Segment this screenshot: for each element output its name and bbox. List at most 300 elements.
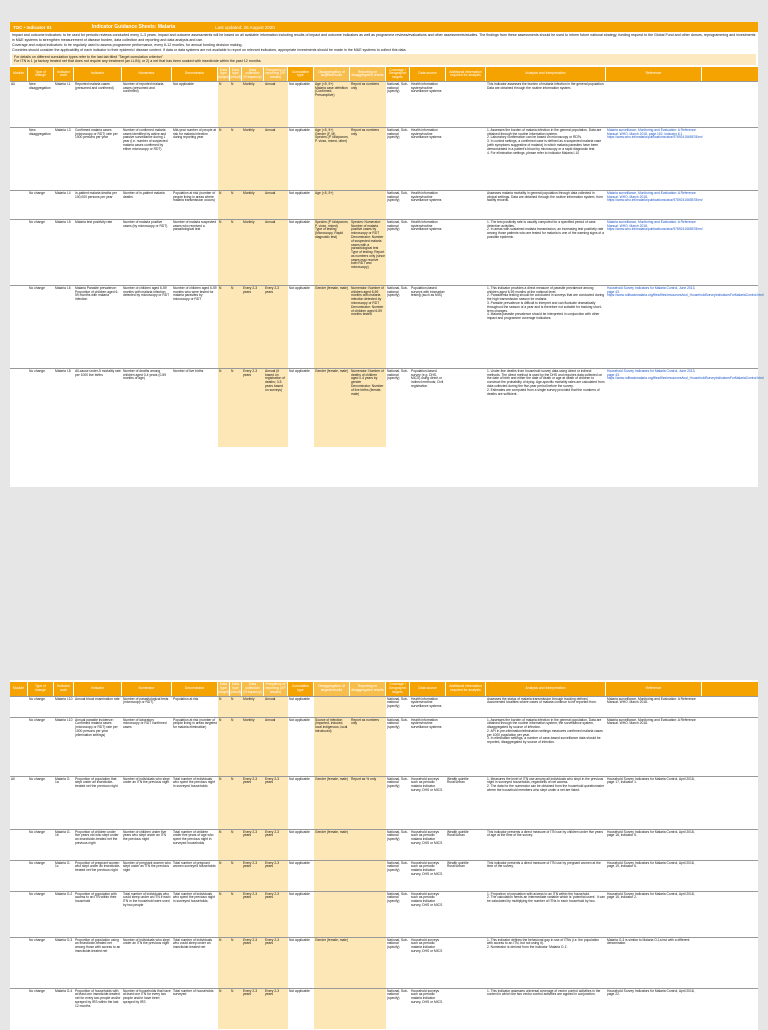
cell-data-type-target: N xyxy=(218,128,230,190)
cell-data-type-result: N xyxy=(230,220,242,285)
cell-numerator: Number of deaths among children aged 0-4 years (0-59 months of age) xyxy=(123,368,167,381)
cell-data-source: Household surveys such as periodic malaria indicator survey, DHS or MICS xyxy=(411,937,443,953)
cell-additional-info xyxy=(446,989,486,1029)
cell-analysis: 1. The test positivity rate is usually computed for a specified period of case detection activities. 2. In areas with sustained malaria transmission, an increasing test positivity rate among those patients who are tested for malaria is one of the warning signs of a possible epidemic. xyxy=(487,219,604,239)
cell-denominator: Total number of individuals who spent the previous night in surveyed households xyxy=(173,776,215,789)
cell-cumulation-type: Not applicable xyxy=(289,937,310,942)
cell-reference: Household Survey Indicators for Malaria Control, April 2018, page 16, indicator 2. xyxy=(607,891,695,900)
cell-reporting-disaggregated xyxy=(350,938,386,988)
cell-analysis: 1. Under-five deaths from household survey data using direct or indirect methods. The direct method is used by the DHS and requires data collected on the date of birth and either the date of death or age at death of children to construct the probability of dying. Age-specific mortality rates are calculated from data collected during the five-year period before the survey. 2. Estimates are computed from a single survey provided that the numbers of deaths are sufficient. xyxy=(487,368,605,396)
cell-cumulation-type: Not applicable xyxy=(289,696,310,701)
column-header-indicator: Indicator xyxy=(74,67,122,81)
cell-data-source: Population-based survey (e.g. DHS, MICS) using direct or indirect methods; Civil registration xyxy=(411,368,444,388)
cell-indicator-code: Malaria O-4 xyxy=(55,988,73,993)
cell-indicator: Proportion of population using an insecticide-treated net among those with access to an insecticide-treated net xyxy=(75,937,121,953)
cell-type-of-change: No change xyxy=(29,219,45,224)
cell-analysis: 1. Assesses the burden of malaria infection in the general population. Data are obtained through the routine information system, the surveillance system, disaggregated by source of infection. 2. API in pre-elimination/elimination settings measures confirmed malaria cases per 1000 population per year. 3. In elimination settings, a number of case-based surveillance data should be reported, disaggregated by source of infection. xyxy=(487,717,603,745)
cell-frequency-reporting: Every 2-3 years xyxy=(264,286,288,368)
table-row xyxy=(10,127,758,190)
cell-type-of-change: No change xyxy=(29,776,45,781)
cell-data-source: Health information system/routine surveillance systems xyxy=(411,696,442,709)
cell-denominator: Total number of households surveyed xyxy=(173,988,214,997)
cell-indicator-code: Malaria O-1c xyxy=(55,860,71,869)
cell-type-of-change: New disaggregation xyxy=(29,81,51,90)
cell-additional-info xyxy=(446,220,486,285)
cell-numerator: Number of individuals who slept under an ITN the previous night xyxy=(123,776,170,785)
cell-data-type-result: N xyxy=(230,989,242,1029)
cell-indicator: Annual blood examination rate xyxy=(75,696,120,701)
cell-frequency-reporting: Annual xyxy=(264,191,288,219)
cell-data-type-result: N xyxy=(230,777,242,829)
cell-type-of-change: No change xyxy=(29,988,45,993)
cell-reporting-disaggregated: Numerator: Number of deaths of children aged 0-4 years by gender Denominator: Number of live births (female, male) xyxy=(350,369,386,447)
cell-disaggregation: Gender (female, male) xyxy=(314,938,350,988)
cell-type-of-change: No change xyxy=(29,717,45,722)
cell-data-collection: Monthly xyxy=(242,220,264,285)
cell-disaggregation: Species (P. falciparum, P. vivax, mixed) Type of testing (Microscopy, Rapid diagnostic test) xyxy=(314,220,350,285)
cell-reporting-disaggregated: Species: Numerator: Number of malaria positive cases by microscopy or RDT Denominator: Number of suspected malaria cases with a parasitological test Type of testing: Report as numbers only (since cases may receive both RDT and microscopy) xyxy=(350,220,386,285)
cell-indicator: Confirmed malaria cases (microscopy or RDT) rate per 1000 persons per year xyxy=(75,127,118,140)
cell-denominator: Total number of individuals who spent the previous night in surveyed households xyxy=(173,891,215,904)
column-header-reporting-disaggregated: Reporting on disaggregated results xyxy=(350,67,386,81)
cell-data-type-target: N xyxy=(218,892,230,937)
breadcrumb[interactable]: TOC • Indicator 01 xyxy=(13,24,52,30)
table-row xyxy=(10,368,764,447)
intro-line: Coverage and output indicators: to be regularly used to assess programme performance, every 6-12 months, for annual funding decision making. xyxy=(12,42,243,47)
cell-frequency-reporting: Every 2-3 years xyxy=(264,892,288,937)
cell-type-of-change: No change xyxy=(29,190,45,195)
cell-analysis: Assesses the status of malaria transmission through tracking defined, documented localities where cases of malaria continue to be reported from. xyxy=(487,696,597,705)
cell-data-type-result: N xyxy=(230,892,242,937)
table-row xyxy=(10,81,758,127)
cell-data-type-result: N xyxy=(230,861,242,891)
table-row xyxy=(10,988,758,1029)
cell-indicator-code: Malaria O-3 xyxy=(55,937,73,942)
cell-disaggregation: Age (<5, 5+) Malaria case definition (Confirmed, Presumptive) xyxy=(314,82,350,127)
cell-numerator: Number of parasitological tests (microscopy or RDT) xyxy=(123,696,169,705)
cell-numerator: Number of households that have at least one ITN for every two people and/or have been sprayed by IRS xyxy=(123,988,171,1004)
cell-cumulation-type: Not applicable xyxy=(289,860,310,865)
cell-cumulation-type: Not applicable xyxy=(289,717,310,722)
cell-indicator: Proportion of population with access to an ITN within their household xyxy=(75,891,117,904)
cell-numerator: Number of children under five years who slept under an ITN the previous night xyxy=(123,829,167,842)
cell-type-of-change: No change xyxy=(29,368,45,373)
cell-module xyxy=(10,861,28,891)
column-header-disaggregation: Disaggregation of targets/results xyxy=(314,67,350,81)
indicator-table-body xyxy=(10,696,758,1029)
cell-additional-info xyxy=(446,718,486,776)
cell-reference: Household Survey Indicators for Malaria Control, April 2018, page 19, indicator 6. xyxy=(607,860,695,869)
cell-reporting-disaggregated: Report as numbers only xyxy=(350,718,386,776)
column-header-analysis: Analysis and Interpretation xyxy=(486,67,606,81)
note-box xyxy=(12,54,756,66)
column-header-indicator-code: Indicator code xyxy=(54,67,74,81)
cell-data-type-target: N xyxy=(218,286,230,368)
cell-disaggregation xyxy=(314,989,350,1029)
table-row xyxy=(10,285,764,368)
cell-data-source: Health information system/routine surveillance systems xyxy=(411,219,442,232)
column-header-coverage: Coverage / Geographic targets xyxy=(386,682,410,696)
column-header-cumulation-type: Cumulation type xyxy=(288,682,314,696)
cell-indicator: Reported malaria cases (presumed and confirmed) xyxy=(75,81,114,90)
cell-disaggregation: Age (<5, 5+) Gender (F, M) Species (P. falciparum, P. vivax, mixed, other) xyxy=(314,128,350,190)
cell-coverage: National, Sub-national (specify) xyxy=(387,860,408,873)
cell-frequency-reporting: Every 2-3 years xyxy=(264,989,288,1029)
cell-data-type-result: N xyxy=(230,697,242,717)
cell-numerator: Number of malaria positive cases (by microscopy or RDT) xyxy=(123,219,168,228)
note-line: For ITN is 1 (a factory treated net that does not require any treatment (an LLIN); or 2) a net that has been soaked with insecticide within the past 12 months. xyxy=(14,59,262,64)
cell-data-source: Household surveys such as periodic malaria indicator survey, DHS or MICS xyxy=(411,829,443,845)
intro-line: Countries should consider the applicability of each indicator to their epidemic/ disease context. If data or data systems are not available to report on relevant indicators, appropriate investments should be made in the M&E systems to collect this data. xyxy=(12,47,407,52)
cell-data-collection: Monthly xyxy=(242,718,264,776)
column-header-frequency-reporting: Frequency of reporting (GF results) xyxy=(264,682,288,696)
cell-data-source: Health information system/routine surveillance systems xyxy=(411,127,442,140)
cell-indicator: Proportion of households with at least one insecticide-treated net for every two people and/or sprayed by IRS within the last 12 months xyxy=(75,988,121,1008)
column-header-denominator: Denominator xyxy=(172,67,218,81)
cell-data-type-result: N xyxy=(230,82,242,127)
cell-frequency-reporting: Annual xyxy=(264,128,288,190)
column-header-data-collection: Data collection (Frequency) xyxy=(242,67,264,81)
cell-data-collection: Every 2-3 years xyxy=(242,777,264,829)
cell-additional-info xyxy=(446,697,486,717)
cell-data-type-result: N xyxy=(230,286,242,368)
intro-line: Impact and outcome indicators: to be used for periodic reviews conducted every 1–3 years. Impact and outcome assessments will be based on all available information including results of impact and outcome indicators as well as programme reviews/evaluations and other assessments/studies. The findings from these assessments should be used to inform future national strategy, funding request to the Global Fund and other donors, reprogramming and investments in M&E systems to strengthen measurement of disease burden, data collection and reporting and data analysis and use. xyxy=(12,33,756,42)
cell-data-source: Household surveys such as periodic malaria indicator survey, DHS or MICS xyxy=(411,988,443,1004)
cell-frequency-reporting: Every 2-3 years xyxy=(264,861,288,891)
cell-module xyxy=(10,697,28,717)
cell-indicator: Proportion of pregnant women who slept under an insecticide-treated net the previous night xyxy=(75,860,121,873)
cell-coverage: National, Sub-national (specify) xyxy=(387,696,408,709)
cell-type-of-change: No change xyxy=(29,860,45,865)
column-header-data-type-target: Data type (target) xyxy=(218,682,230,696)
cell-analysis: 1. Measures the level of ITN use among all individuals who slept in the previous night in surveyed households, regardless of net access. 2. The data for the numerator can be obtained from the household questionnaire where the household members who slept under a net are listed. xyxy=(487,776,605,792)
cell-analysis: 1. Proportion of population with access to an ITN within the household. 2. The calculation needs an intermediate variable which is 'potential users'. It can be calculated by multiplying the number of ITNs in each household by two. xyxy=(487,891,605,904)
cell-type-of-change: New disaggregation xyxy=(29,127,51,136)
cell-type-of-change: No change xyxy=(29,696,45,701)
cell-cumulation-type: Not applicable xyxy=(289,219,310,224)
cell-coverage: National, Sub-national (specify) xyxy=(387,717,408,730)
cell-reference: Malaria surveillance, Monitoring and Evaluation: A Reference Manual. WHO. March 2018. xyxy=(607,696,696,705)
cell-denominator: Number of children aged 6-59 months who were tested for malaria parasites by microscopy or RDT xyxy=(173,285,217,302)
column-header-denominator: Denominator xyxy=(172,682,218,696)
cell-module xyxy=(10,892,28,937)
column-header-data-type-target: Data type (target) xyxy=(218,67,230,81)
cell-reporting-disaggregated xyxy=(350,861,386,891)
cell-numerator: Total number of individuals who could sleep under an ITN if each ITN in the household were used by two people xyxy=(123,891,171,907)
cell-cumulation-type: Not applicable xyxy=(289,81,310,86)
cell-cumulation-type: Not applicable xyxy=(289,776,310,781)
cell-data-source: Health information system/routine surveillance systems xyxy=(411,717,442,730)
cell-data-collection: Monthly xyxy=(242,82,264,127)
cell-data-type-target: N xyxy=(218,220,230,285)
cell-additional-info xyxy=(446,128,486,190)
cell-reference xyxy=(606,82,702,127)
cell-data-type-target: N xyxy=(218,777,230,829)
column-header-module: Module xyxy=(10,67,28,81)
cell-module xyxy=(10,830,28,860)
cell-data-type-result: N xyxy=(230,938,242,988)
cell-indicator: Malaria Parasite prevalence: Proportion of children aged 6-59 months with malaria infection xyxy=(75,285,119,302)
cell-data-source: Household surveys such as periodic malaria indicator survey, DHS or MICS xyxy=(411,776,443,792)
cell-indicator: All-cause under-5 mortality rate per 1000 live births xyxy=(75,368,121,377)
cell-analysis: This indicator presents a direct measure of ITN use by children under five years of age at the time of the survey. xyxy=(487,829,603,838)
cell-disaggregation xyxy=(314,892,350,937)
cell-analysis: 1. This indicator defines the behavioral gap in use of ITNs (i.e. the population with access to an ITN, but not using it). 2. Numerator is derived from the indicator 'Malaria O-1'. xyxy=(487,937,600,950)
table-row xyxy=(10,937,758,988)
cell-coverage: National, Sub-national (specify) xyxy=(387,988,408,1001)
cell-indicator: In-patient malaria deaths per 100,000 persons per year xyxy=(75,190,117,199)
cell-module xyxy=(10,128,28,190)
cell-data-source: Population-based surveys with biomarker testing (such as MIS) xyxy=(411,285,445,298)
cell-coverage: National, Sub-national (specify) xyxy=(387,368,408,381)
cell-data-type-target: N xyxy=(218,989,230,1029)
cell-reporting-disaggregated xyxy=(350,989,386,1029)
cell-additional-info xyxy=(446,369,486,447)
cell-analysis: This indicator assesses the burden of malaria infection in the general population. Data are obtained through the routine information system. xyxy=(487,81,605,90)
cell-data-collection: Every 2-3 years xyxy=(242,369,264,447)
cell-analysis: This indicator presents a direct measure of ITN use by pregnant women at the time of the survey. xyxy=(487,860,601,869)
cell-reference[interactable]: Household Survey Indicators for Malaria Control, June 2013, page 43. https://www.rollbackmalaria.org/files/files/resources/tool_HouseholdSurveyIndicatorsForMalariaControl.html xyxy=(607,368,764,381)
cell-module xyxy=(10,938,28,988)
cell-denominator: Mid-year number of people at risk for malaria infection during reporting year xyxy=(173,127,217,140)
cell-indicator-code: Malaria O-1a xyxy=(55,776,71,785)
cell-cumulation-type: Not applicable xyxy=(289,891,310,896)
cell-cumulation-type: Not applicable xyxy=(289,127,310,132)
cell-reference: Household Survey Indicators for Malaria Control, April 2018, page 22. xyxy=(607,988,695,997)
cell-data-type-target: N xyxy=(218,718,230,776)
cell-denominator: Total number of children under five years of age who spent the previous night in surveyed households xyxy=(173,829,214,845)
cell-disaggregation: Source of infection (imported, induced, local indigenous, local introduced) xyxy=(314,718,350,776)
cell-coverage: National, Sub-national (specify) xyxy=(387,81,408,94)
note-line: For details on different cumulation types refer to the last tab titled "Target cumulation criterion" xyxy=(14,54,163,59)
cell-reference[interactable]: Malaria surveillance, Monitoring and Evaluation: A Reference Manual. WHO. March 2018. https://www.who.int/malaria/publications/atoz/9789241565578/en/ xyxy=(607,190,703,203)
cell-type-of-change: No change xyxy=(29,829,45,834)
cell-reference[interactable]: Malaria surveillance, Monitoring and Evaluation: A Reference Manual. WHO. March 2018. page 152, indicator 8.1 https://www.who.int/malaria/publications/atoz/9789241565578/en/ xyxy=(607,127,703,140)
cell-coverage: National, Sub-national (specify) xyxy=(387,776,408,789)
column-header-indicator-code: Indicator code xyxy=(54,682,74,696)
document-page-2 xyxy=(10,680,758,1030)
cell-frequency-reporting: Every 2-3 years xyxy=(264,830,288,860)
cell-indicator: Proportion of population that slept under an insecticide-treated net the previous night xyxy=(75,776,118,789)
cell-data-collection: Every 2-3 years xyxy=(242,989,264,1029)
cell-module: All xyxy=(11,81,15,86)
cell-module xyxy=(10,191,28,219)
cell-module xyxy=(10,989,28,1029)
cell-analysis: 1. This indicator provides a direct measure of parasite prevalence among children aged 6-59 months at the national level. 2. Parasitemia testing should be conducted in surveys that are conducted during the high transmission season for malaria. 3. Parasite prevalence is difficult to interpret and can fluctuate dramatically throughout the season of a year and is therefore not suitable for tracking short-term changes. 4. Malaria parasite prevalence should be interpreted in conjunction with other impact and programme coverage indicators. xyxy=(487,285,605,321)
cell-reporting-disaggregated xyxy=(350,697,386,717)
cell-module xyxy=(10,718,28,776)
cell-numerator: Number of in-patient malaria deaths xyxy=(123,190,165,199)
cell-reference[interactable]: Malaria surveillance, Monitoring and Evaluation: A Reference Manual. WHO. March 2018. https://www.who.int/malaria/publications/atoz/9789241565578/en/ xyxy=(607,219,703,232)
cell-additional-info xyxy=(446,286,486,368)
cell-indicator-code: Malaria O-2 xyxy=(55,891,73,896)
cell-additional-info xyxy=(446,892,486,937)
cell-data-source: Household surveys such as periodic malaria indicator survey, DHS or MICS xyxy=(411,860,443,876)
cell-disaggregation: Age (<5, 5+) xyxy=(314,191,350,219)
cell-additional-info: Wealth quintile Rural/Urban xyxy=(447,860,469,869)
column-header-frequency-reporting: Frequency of reporting (GF results) xyxy=(264,67,288,81)
column-header-reference: Reference xyxy=(606,67,702,81)
cell-numerator: Number of reported malaria cases (presumed and confirmed) xyxy=(123,81,164,94)
cell-data-collection: Monthly xyxy=(242,128,264,190)
document-page-1 xyxy=(10,22,764,487)
cell-disaggregation: Gender (female, male) xyxy=(314,777,350,829)
column-header-data-type-result: Data type (result) xyxy=(230,682,242,696)
cell-data-type-target: N xyxy=(218,861,230,891)
cell-frequency-reporting: Every 2-3 years xyxy=(264,938,288,988)
cell-reporting-disaggregated xyxy=(350,191,386,219)
cell-reporting-disaggregated: Report as numbers only xyxy=(350,128,386,190)
table-row xyxy=(10,776,758,829)
cell-cumulation-type: Not applicable xyxy=(289,190,310,195)
cell-data-type-result: N xyxy=(230,369,242,447)
cell-denominator: Total number of pregnant women surveyed households xyxy=(173,860,216,869)
cell-additional-info: Wealth quintile Rural/Urban xyxy=(447,829,469,838)
cell-indicator-code: Malaria I-3 xyxy=(55,127,71,132)
last-updated-date: Last updated: 26 August 2020 xyxy=(215,24,275,30)
cell-indicator-code: Malaria I-10 xyxy=(55,717,73,722)
cell-frequency-reporting: Annual xyxy=(264,718,288,776)
cell-module: All xyxy=(11,776,15,781)
cell-indicator-code: Malaria I-8 xyxy=(55,368,71,373)
cell-additional-info xyxy=(446,938,486,988)
cell-data-type-target: N xyxy=(218,830,230,860)
column-header-numerator: Numerator xyxy=(122,67,172,81)
cell-analysis: 1. Assesses the burden of malaria infection in the general population. Data are obtained through the routine information system. 2. Laboratory confirmation can be based on microscopy or RDTs. 3. In control settings, a confirmed case is defined as a suspected malaria case (with symptoms suggestive of malaria) in which malaria parasites have been demonstrated in a patient's blood by microscopy or a rapid diagnostic test. 4. For elimination settings, please refer to indicator Malaria I-10 xyxy=(487,127,602,155)
cell-denominator: Not applicable xyxy=(173,81,194,86)
column-header-coverage: Coverage / Geographic targets xyxy=(386,67,410,81)
cell-data-type-target: N xyxy=(218,191,230,219)
cell-numerator: Number of individuals who slept under an ITN the previous night xyxy=(123,937,170,946)
cell-type-of-change: No change xyxy=(29,937,45,942)
cell-data-source: Health information system/routine surveillance systems xyxy=(411,190,442,203)
cell-cumulation-type: Not applicable xyxy=(289,285,310,290)
cell-data-type-target: N xyxy=(218,938,230,988)
indicator-table-body xyxy=(10,81,764,447)
cell-additional-info: Wealth quintile Rural/Urban xyxy=(447,776,469,785)
cell-additional-info xyxy=(446,82,486,127)
table-row xyxy=(10,696,758,717)
cell-cumulation-type: Not applicable xyxy=(289,988,310,993)
cell-reference: Malaria O-3 is similar to Malaria O-1a but with a different denominator. xyxy=(607,937,690,946)
cell-module xyxy=(10,286,28,368)
cell-data-collection: Every 2-3 years xyxy=(242,286,264,368)
cell-frequency-reporting: Every 2-3 years xyxy=(264,777,288,829)
column-header-type-of-change: Type of change xyxy=(28,67,54,81)
cell-reference[interactable]: Household Survey Indicators for Malaria Control, June 2013, page 43. https://www.rollbackmalaria.org/files/files/resources/tool_HouseholdSurveyIndicatorsForMalariaControl.html xyxy=(607,285,764,298)
cell-coverage: National, Sub-national (specify) xyxy=(387,891,408,904)
cell-reference: Household Survey Indicators for Malaria Control, April 2018, page 18, indicator 5. xyxy=(607,829,695,838)
column-header-indicator: Indicator xyxy=(74,682,122,696)
cell-indicator-code: Malaria I-1 xyxy=(55,81,71,86)
column-header-additional-info: Additional information required for analysis xyxy=(446,67,486,81)
cell-module xyxy=(10,369,28,447)
cell-analysis: Assesses malaria mortality in general population through data collected in clinical settings. Data are obtained through the routine information system, from facility records. xyxy=(487,190,603,203)
cell-module xyxy=(10,220,28,285)
cell-data-source: Household surveys such as periodic malaria indicator survey, DHS or MICS xyxy=(411,891,443,907)
cell-data-collection: Monthly xyxy=(242,697,264,717)
column-header-module: Module xyxy=(10,682,28,696)
cell-reference: Household Survey Indicators for Malaria Control, April 2018, page 17, indicator 1. xyxy=(607,776,695,785)
cell-reference: Malaria surveillance, Monitoring and Evaluation: A Reference Manual. WHO. March 2018. xyxy=(607,717,696,726)
column-header-type-of-change: Type of change xyxy=(28,682,54,696)
cell-data-type-result: N xyxy=(230,191,242,219)
cell-reporting-disaggregated: Report as numbers only xyxy=(350,82,386,127)
cell-denominator: Population at risk (number of people living in areas where malaria transmission occurs) xyxy=(173,190,216,203)
column-header-numerator: Numerator xyxy=(122,682,172,696)
column-header-data-collection: Data collection (Frequency) xyxy=(242,682,264,696)
table-row xyxy=(10,219,758,285)
table-header xyxy=(10,67,758,81)
cell-coverage: National, Sub-national (specify) xyxy=(387,219,408,232)
cell-cumulation-type: Not applicable xyxy=(289,368,310,373)
cell-numerator: Number of laboratory microscopy or RDT confirmed cases xyxy=(123,717,167,730)
column-header-analysis: Analysis and Interpretation xyxy=(486,682,606,696)
cell-frequency-reporting: Annual xyxy=(264,220,288,285)
cell-numerator: Number of children aged 6-59 months with malaria infection detected by microscopy or RDT xyxy=(123,285,170,298)
cell-indicator-code: Malaria I-10 xyxy=(55,696,73,701)
cell-indicator: Proportion of children under five years old who slept under an insecticide-treated net the previous night xyxy=(75,829,119,845)
title-bar xyxy=(10,22,758,32)
cell-disaggregation: Gender (female, male) xyxy=(314,369,350,447)
cell-indicator: Annual parasite incidence: Confirmed malaria cases (microscopy or RDT) rate per 1000 persons per year (elimination settings) xyxy=(75,717,118,737)
cell-frequency-reporting: Annual xyxy=(264,697,288,717)
cell-reporting-disaggregated: Report as % only xyxy=(350,777,386,829)
table-row xyxy=(10,190,758,219)
cell-denominator: Population at risk (number of people living in areas targeted for malaria elimination) xyxy=(173,717,217,730)
cell-data-type-target: N xyxy=(218,82,230,127)
cell-additional-info xyxy=(446,191,486,219)
cell-data-collection: Monthly xyxy=(242,191,264,219)
table-row xyxy=(10,717,758,776)
cell-indicator-code: Malaria I-5 xyxy=(55,219,71,224)
column-header-reference: Reference xyxy=(606,682,702,696)
column-header-reporting-disaggregated: Reporting on disaggregated results xyxy=(350,682,386,696)
cell-numerator: Number of pregnant women who slept under an ITN the previous night xyxy=(123,860,171,873)
cell-data-type-result: N xyxy=(230,718,242,776)
cell-indicator: Malaria test positivity rate xyxy=(75,219,113,224)
cell-denominator: Number of live births xyxy=(173,368,204,373)
cell-denominator: Population at risk xyxy=(173,696,199,701)
cell-coverage: National, Sub-national (specify) xyxy=(387,285,408,298)
table-row xyxy=(10,891,758,937)
cell-data-collection: Every 2-3 years xyxy=(242,892,264,937)
cell-disaggregation xyxy=(314,861,350,891)
table-row xyxy=(10,860,758,891)
intro-text xyxy=(10,32,758,54)
cell-frequency-reporting: Annual xyxy=(264,82,288,127)
cell-analysis: 1. This indicator assesses universal coverage of vector control activities in the context in which the two vector control activities are applied in conjunction. xyxy=(487,988,601,997)
cell-coverage: National, Sub-national (specify) xyxy=(387,829,408,842)
column-header-data-type-result: Data type (result) xyxy=(230,67,242,81)
table-header xyxy=(10,682,758,696)
cell-reporting-disaggregated xyxy=(350,892,386,937)
column-header-data-source: Data source xyxy=(410,67,446,81)
column-header-additional-info: Additional information required for analysis xyxy=(446,682,486,696)
cell-coverage: National, Sub-national (specify) xyxy=(387,190,408,203)
cell-frequency-reporting: Annual (if based on registration of deaths; 3-5 years based on surveys) xyxy=(264,369,288,447)
cell-indicator-code: Malaria I-4 xyxy=(55,190,71,195)
cell-cumulation-type: Not applicable xyxy=(289,829,310,834)
cell-data-collection: Every 2-3 years xyxy=(242,830,264,860)
cell-reporting-disaggregated: Numerator: Number of children aged 6-59 months with malaria infection detected by microscopy or RDT Denominator: Number of children aged 6-59 months tested xyxy=(350,286,386,368)
cell-reporting-disaggregated xyxy=(350,830,386,860)
cell-denominator: Total number of individuals who could sleep under an insecticide-treated net xyxy=(173,937,213,950)
column-header-disaggregation: Disaggregation of targets/results xyxy=(314,682,350,696)
cell-data-collection: Every 2-3 years xyxy=(242,938,264,988)
cell-disaggregation xyxy=(314,697,350,717)
cell-data-collection: Every 2-3 years xyxy=(242,861,264,891)
